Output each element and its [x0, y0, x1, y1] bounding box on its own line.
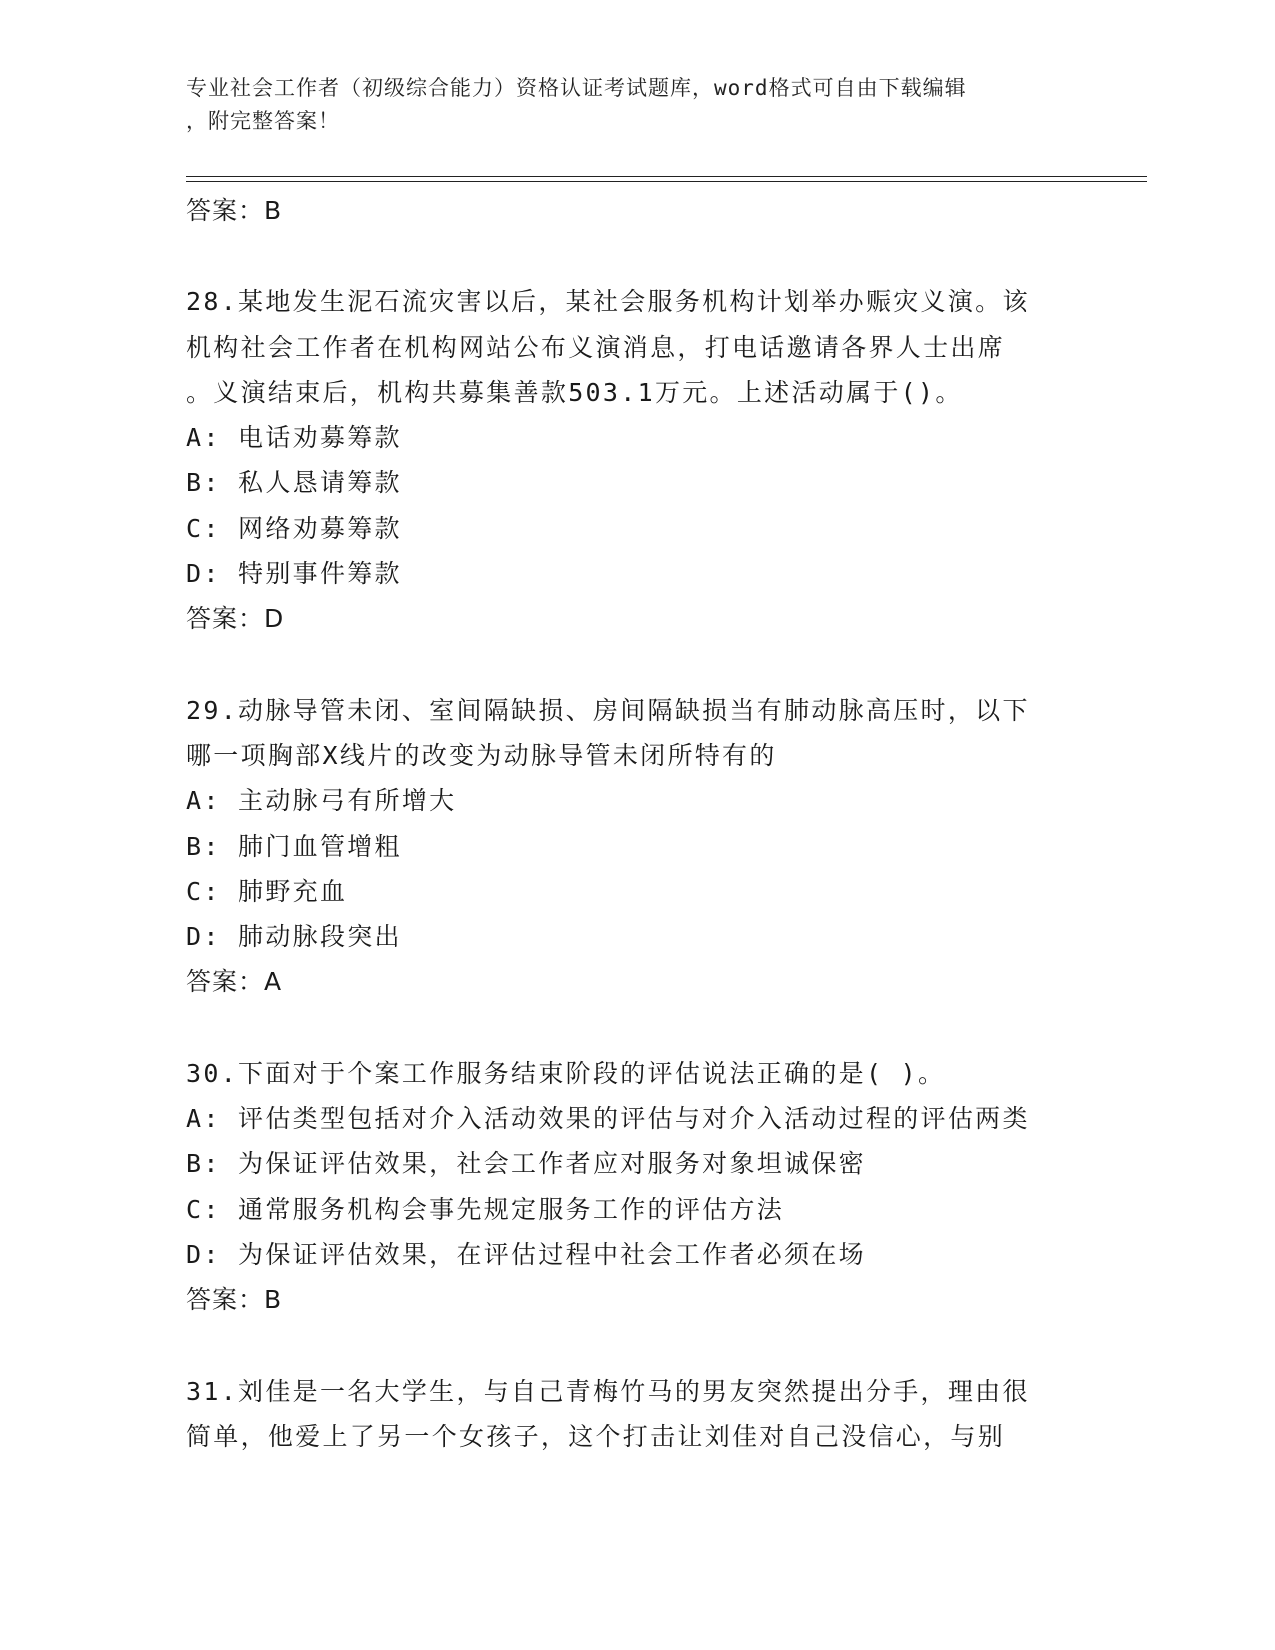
answer-line: 答案：B — [186, 196, 283, 225]
spacer — [186, 1005, 1086, 1051]
question-28 — [186, 279, 1086, 641]
answer-line: 答案：D — [186, 604, 285, 634]
question-line: 28.某地发生泥石流灾害以后，某社会服务机构计划举办赈灾义演。该 — [186, 287, 1030, 317]
question-line: 。义演结束后，机构共募集善款503.1万元。上述活动属于()。 — [186, 377, 963, 407]
header-divider-double — [186, 181, 1147, 182]
header-line-2: ，附完整答案！ — [186, 109, 340, 133]
question-line: 哪一项胸部X线片的改变为动脉导管未闭所特有的 — [186, 740, 777, 770]
question-text — [186, 688, 1086, 779]
option-c: C: 网络劝募筹款 — [186, 513, 402, 543]
spacer — [186, 233, 1086, 279]
question-line: 31.刘佳是一名大学生，与自己青梅竹马的男友突然提出分手，理由很 — [186, 1376, 1030, 1406]
question-31 — [186, 1369, 1086, 1460]
option-d: D: 特别事件筹款 — [186, 559, 402, 589]
question-line: 机构社会工作者在机构网站公布义演消息，打电话邀请各界人士出席 — [186, 332, 1006, 362]
option-a: A: 评估类型包括对介入活动效果的评估与对介入活动过程的评估两类 — [186, 1104, 1030, 1134]
header-divider — [186, 176, 1147, 177]
spacer — [186, 642, 1086, 688]
question-line: 简单，他爱上了另一个女孩子，这个打击让刘佳对自己没信心，与别 — [186, 1421, 1006, 1451]
option-b: B: 为保证评估效果，社会工作者应对服务对象坦诚保密 — [186, 1149, 866, 1179]
option-a: A: 主动脉弓有所增大 — [186, 786, 457, 816]
answer-line: 答案：A — [186, 967, 283, 997]
option-b: B: 肺门血管增粗 — [186, 831, 402, 861]
question-line: 29.动脉导管未闭、室间隔缺损、房间隔缺损当有肺动脉高压时，以下 — [186, 695, 1030, 725]
option-c: C: 肺野充血 — [186, 876, 348, 906]
question-text — [186, 279, 1086, 415]
answer-line: 答案：B — [186, 1285, 283, 1315]
question-text — [186, 1051, 1086, 1096]
question-list — [186, 188, 1086, 1459]
option-a: A: 电话劝募筹款 — [186, 423, 402, 453]
question-line: 30.下面对于个案工作服务结束阶段的评估说法正确的是( )。 — [186, 1058, 946, 1088]
document-header — [186, 72, 1066, 138]
question-29 — [186, 688, 1086, 1005]
header-line-1: 专业社会工作者（初级综合能力）资格认证考试题库，word格式可自由下载编辑 — [186, 76, 967, 100]
option-b: B: 私人恳请筹款 — [186, 468, 402, 498]
question-30 — [186, 1051, 1086, 1323]
question-text — [186, 1369, 1086, 1460]
option-d: D: 肺动脉段突出 — [186, 922, 402, 952]
option-c: C: 通常服务机构会事先规定服务工作的评估方法 — [186, 1194, 785, 1224]
spacer — [186, 1323, 1086, 1369]
option-d: D: 为保证评估效果，在评估过程中社会工作者必须在场 — [186, 1239, 866, 1269]
